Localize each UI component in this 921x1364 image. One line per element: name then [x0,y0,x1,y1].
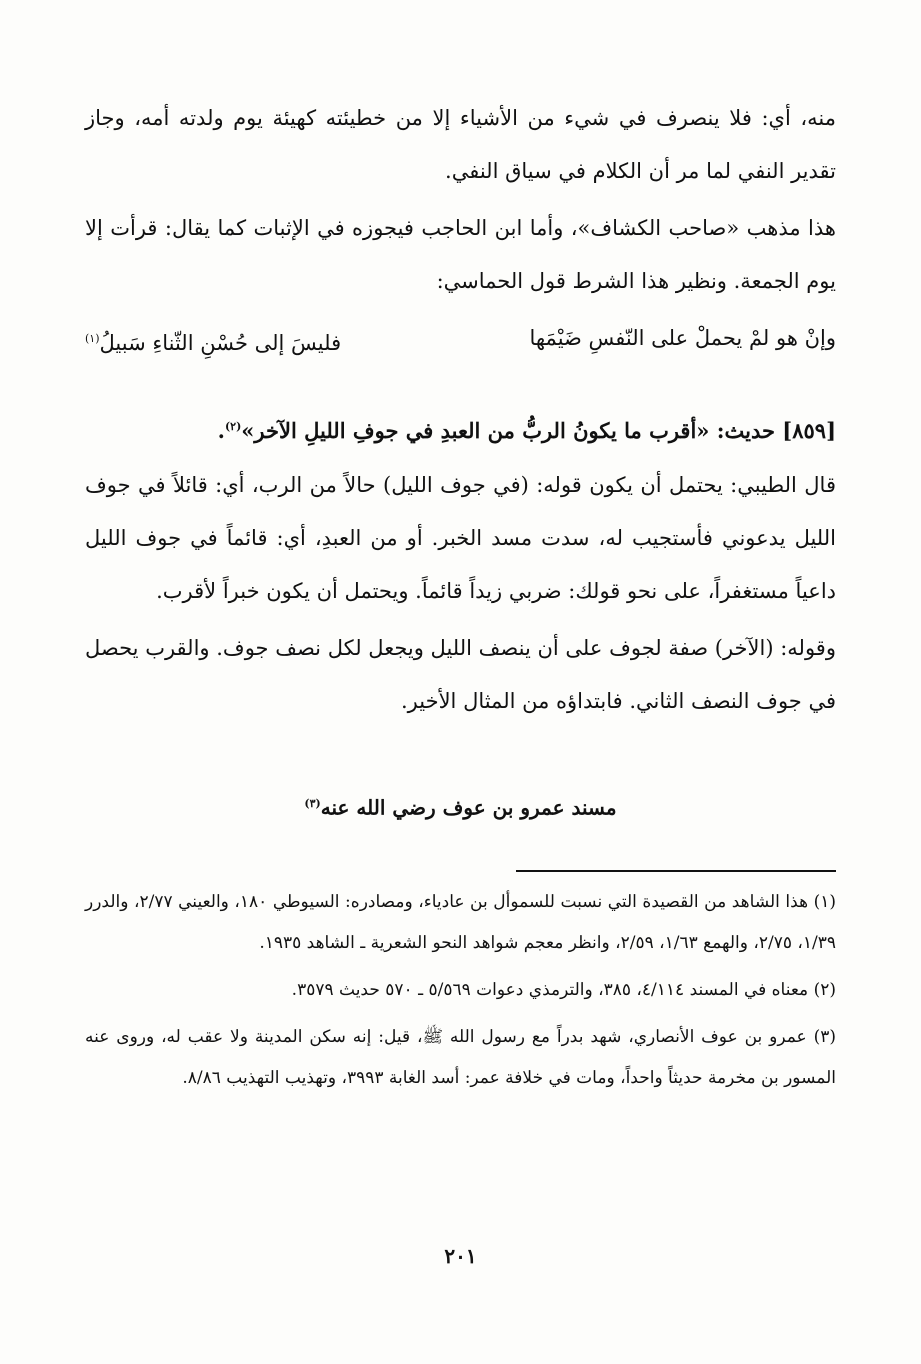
section-title: مسند عمرو بن عوف رضي الله عنه$^{(٣)}$ [304,795,617,820]
footnote-2: (٢) معناه في المسند ٤/١١٤، ٣٨٥، والترمذي دعوات ٥/٥٦٩ ـ ٥٧٠ حديث ٣٥٧٩. [291,979,836,1000]
footnote-ref-1: (١) [85,332,100,345]
footnote-divider [516,870,836,872]
hadith-heading: [٨٥٩] حديث: «أقرب ما يكونُ الربُّ من العبدِ في جوفِ الليلِ الآخر»$^{(٢)}$. [217,418,836,443]
paragraph-4: وقوله: (الآخر) صفة لجوف على أن ينصف الليل ويجعل لكل نصف جوف. والقرب يحصل في جوف النصف الثاني. فابتداؤه من المثال الأخير. [85,636,836,713]
footnote-ref-3: (٣) [304,797,321,810]
page-number: ٢٠١ [444,1244,477,1268]
paragraph-1: منه، أي: فلا ينصرف في شيء من الأشياء إلا من خطيئته كهيئة يوم ولدته أمه، وجاز تقدير النفي لما مر أن الكلام في سياق النفي. [85,106,836,183]
footnote-1: (١) هذا الشاهد من القصيدة التي نسبت للسموأل بن عادياء، ومصادره: السيوطي ١٨٠، والعيني ٢/٧٧، والدرر ١/٣٩، ٢/٧٥، والهمع ١/٦٣، ٢/٥٩، وانظر معجم شواهد النحو الشعرية ـ الشاهد ١٩٣٥. [85,891,836,953]
verse-first-hemistich: وإنْ هو لمْ يحملْ على النّفسِ ضَيْمَها [529,326,836,350]
footnote-ref-2: (٢) [224,420,242,433]
poetry-verse [85,312,836,370]
paragraph-2: هذا مذهب «صاحب الكشاف»، وأما ابن الحاجب فيجوزه في الإثبات كما يقال: قرأت إلا يوم الجمعة. ونظير هذا الشرط قول الحماسي: [85,216,836,293]
verse-second-hemistich: فليسَ إلى حُسْنِ الثّناءِ سَبيلُ$^{(١)}$ [85,331,342,355]
footnote-3: (٣) عمرو بن عوف الأنصاري، شهد بدراً مع رسول الله ﷺ، قيل: إنه سكن المدينة ولا عقب له، وروى عنه المسور بن مخرمة حديثاً واحداً، ومات في خلافة عمر: أسد الغابة ٣٩٩٣، وتهذيب التهذيب ٨/٨٦. [85,1026,836,1088]
paragraph-3: قال الطيبي: يحتمل أن يكون قوله: (في جوف الليل) حالاً من الرب، أي: قائلاً في جوف الليل يدعوني فأستجيب له، سدت مسد الخبر. أو من العبدِ، أي: قائماً في جوف الليل داعياً مستغفراً، على نحو قولك: ضربي زيداً قائماً. ويحتمل أن يكون خبراً لأقرب. [85,473,836,603]
